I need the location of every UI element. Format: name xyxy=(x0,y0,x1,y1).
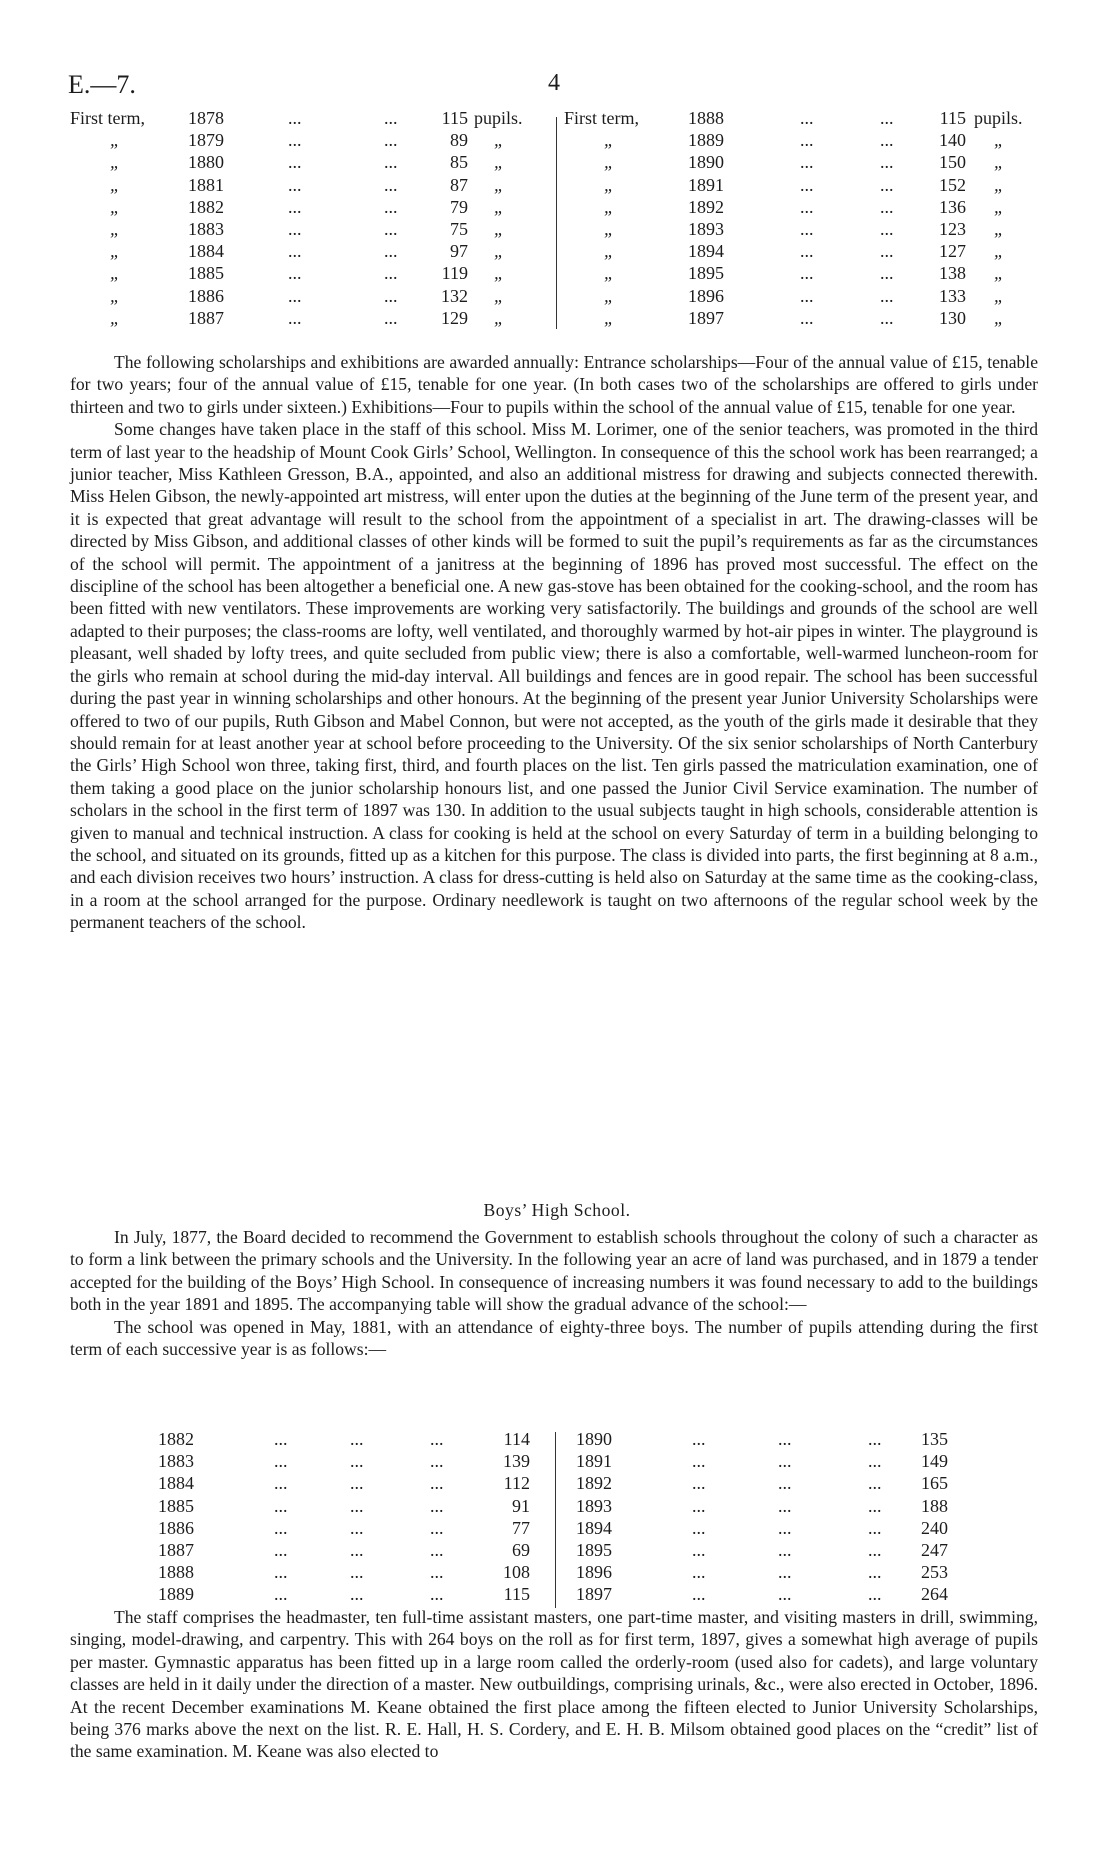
count-cell: 149 xyxy=(921,1451,948,1472)
leader-dots: ... xyxy=(288,174,302,195)
leader-dots: ... xyxy=(692,1451,706,1472)
leader-dots: ... xyxy=(384,196,398,217)
leader-dots: ... xyxy=(692,1429,706,1449)
leader-dots: ... xyxy=(350,1473,364,1494)
leader-dots: ... xyxy=(692,1539,706,1560)
count-cell: 133 xyxy=(939,285,966,306)
year-cell: 1890 xyxy=(688,152,724,173)
term-label: „ xyxy=(604,285,615,306)
leader-dots: ... xyxy=(868,1562,882,1583)
unit-label: pupils. xyxy=(974,108,1023,128)
leader-dots: ... xyxy=(288,108,302,128)
leader-dots: ... xyxy=(288,307,302,328)
count-cell: 138 xyxy=(939,263,966,284)
leader-dots: ... xyxy=(778,1584,792,1605)
count-cell: 114 xyxy=(503,1429,530,1449)
leader-dots: ... xyxy=(880,307,894,328)
table-row xyxy=(0,262,1114,284)
unit-label: „ xyxy=(994,241,1005,262)
year-cell: 1883 xyxy=(158,1451,194,1472)
year-cell: 1897 xyxy=(688,307,724,328)
table-row xyxy=(0,1472,1114,1494)
leader-dots: ... xyxy=(288,130,302,151)
leader-dots: ... xyxy=(868,1429,882,1449)
leader-dots: ... xyxy=(692,1584,706,1605)
year-cell: 1896 xyxy=(576,1562,612,1583)
count-cell: 77 xyxy=(512,1517,530,1538)
unit-label: „ xyxy=(994,174,1005,195)
leader-dots: ... xyxy=(778,1495,792,1516)
unit-label: „ xyxy=(994,196,1005,217)
term-label: „ xyxy=(604,218,615,239)
count-cell: 85 xyxy=(450,152,468,173)
unit-label: „ xyxy=(994,307,1005,328)
table-row xyxy=(0,307,1114,329)
leader-dots: ... xyxy=(880,285,894,306)
leader-dots: ... xyxy=(800,130,814,151)
year-cell: 1882 xyxy=(188,196,224,217)
year-cell: 1889 xyxy=(158,1584,194,1605)
leader-dots: ... xyxy=(800,196,814,217)
leader-dots: ... xyxy=(274,1539,288,1560)
term-label: „ xyxy=(110,152,121,173)
count-cell: 129 xyxy=(441,307,468,328)
unit-label: „ xyxy=(494,241,505,262)
count-cell: 108 xyxy=(503,1562,530,1583)
unit-label: „ xyxy=(494,196,505,217)
year-cell: 1881 xyxy=(188,174,224,195)
leader-dots: ... xyxy=(880,152,894,173)
year-cell: 1886 xyxy=(188,285,224,306)
leader-dots: ... xyxy=(288,152,302,173)
count-cell: 247 xyxy=(921,1539,948,1560)
term-label: „ xyxy=(110,285,121,306)
year-cell: 1895 xyxy=(576,1539,612,1560)
table-row xyxy=(0,218,1114,240)
unit-label: „ xyxy=(994,130,1005,151)
leader-dots: ... xyxy=(350,1495,364,1516)
leader-dots: ... xyxy=(880,130,894,151)
count-cell: 69 xyxy=(512,1539,530,1560)
leader-dots: ... xyxy=(692,1495,706,1516)
leader-dots: ... xyxy=(274,1451,288,1472)
count-cell: 152 xyxy=(939,174,966,195)
leader-dots: ... xyxy=(778,1429,792,1449)
history-paragraph: In July, 1877, the Board decided to recommend the Government to establish schools throughout the colony of such a character as to form a link between the primary schools and the University. In the following year an acre of land was purchased, and in 1879 a tender accepted for the building of the Boys’ High School. In consequence of increasing numbers it was found necessary to add to the buildings both in the year 1891 and 1895. The accompanying table will show the gradual advance of the school:— xyxy=(70,1227,1038,1315)
leader-dots: ... xyxy=(778,1451,792,1472)
leader-dots: ... xyxy=(778,1562,792,1583)
leader-dots: ... xyxy=(430,1562,444,1583)
table-row xyxy=(0,1561,1114,1583)
leader-dots: ... xyxy=(288,218,302,239)
count-cell: 115 xyxy=(441,108,468,128)
leader-dots: ... xyxy=(350,1429,364,1449)
leader-dots: ... xyxy=(430,1451,444,1472)
year-cell: 1892 xyxy=(576,1473,612,1494)
year-cell: 1889 xyxy=(688,130,724,151)
year-cell: 1893 xyxy=(576,1495,612,1516)
girls-attendance-table xyxy=(0,107,1114,329)
term-label: „ xyxy=(604,307,615,328)
table-row xyxy=(0,240,1114,262)
year-cell: 1887 xyxy=(188,307,224,328)
year-cell: 1884 xyxy=(158,1473,194,1494)
leader-dots: ... xyxy=(350,1517,364,1538)
leader-dots: ... xyxy=(430,1517,444,1538)
count-cell: 123 xyxy=(939,218,966,239)
leader-dots: ... xyxy=(384,152,398,173)
count-cell: 91 xyxy=(512,1495,530,1516)
boys-intro-text xyxy=(70,1226,1038,1360)
leader-dots: ... xyxy=(384,218,398,239)
leader-dots: ... xyxy=(800,263,814,284)
term-label: „ xyxy=(604,130,615,151)
count-cell: 87 xyxy=(450,174,468,195)
leader-dots: ... xyxy=(288,196,302,217)
table-row xyxy=(0,1428,1114,1450)
count-cell: 127 xyxy=(939,241,966,262)
leader-dots: ... xyxy=(778,1473,792,1494)
leader-dots: ... xyxy=(800,241,814,262)
leader-dots: ... xyxy=(880,174,894,195)
leader-dots: ... xyxy=(350,1451,364,1472)
term-label: „ xyxy=(110,218,121,239)
table-row xyxy=(0,174,1114,196)
leader-dots: ... xyxy=(800,285,814,306)
count-cell: 75 xyxy=(450,218,468,239)
leader-dots: ... xyxy=(868,1495,882,1516)
count-cell: 115 xyxy=(503,1584,530,1605)
count-cell: 139 xyxy=(503,1451,530,1472)
section-heading: Boys’ High School. xyxy=(483,1200,631,1220)
leader-dots: ... xyxy=(274,1429,288,1449)
leader-dots: ... xyxy=(800,307,814,328)
leader-dots: ... xyxy=(384,307,398,328)
count-cell: 89 xyxy=(450,130,468,151)
leader-dots: ... xyxy=(274,1517,288,1538)
page-number: 4 xyxy=(548,70,560,96)
leader-dots: ... xyxy=(384,241,398,262)
year-cell: 1884 xyxy=(188,241,224,262)
table-row xyxy=(0,1539,1114,1561)
table-row xyxy=(0,151,1114,173)
leader-dots: ... xyxy=(800,152,814,173)
unit-label: „ xyxy=(494,285,505,306)
leader-dots: ... xyxy=(274,1495,288,1516)
count-cell: 165 xyxy=(921,1473,948,1494)
year-cell: 1879 xyxy=(188,130,224,151)
term-label: „ xyxy=(110,263,121,284)
table-row xyxy=(0,1517,1114,1539)
leader-dots: ... xyxy=(430,1584,444,1605)
term-label: First term, xyxy=(564,108,639,128)
boys-attendance-table xyxy=(0,1428,1114,1606)
count-cell: 119 xyxy=(441,263,468,284)
year-cell: 1891 xyxy=(576,1451,612,1472)
unit-label: „ xyxy=(494,307,505,328)
count-cell: 253 xyxy=(921,1562,948,1583)
series-code: E.—7. xyxy=(68,70,136,99)
unit-label: „ xyxy=(494,218,505,239)
term-label: „ xyxy=(110,307,121,328)
leader-dots: ... xyxy=(880,263,894,284)
leader-dots: ... xyxy=(430,1539,444,1560)
year-cell: 1888 xyxy=(158,1562,194,1583)
count-cell: 130 xyxy=(939,307,966,328)
leader-dots: ... xyxy=(288,285,302,306)
table-row xyxy=(0,196,1114,218)
leader-dots: ... xyxy=(692,1473,706,1494)
term-label: „ xyxy=(110,241,121,262)
unit-label: „ xyxy=(494,174,505,195)
table-row xyxy=(0,107,1114,129)
count-cell: 240 xyxy=(921,1517,948,1538)
leader-dots: ... xyxy=(868,1473,882,1494)
count-cell: 188 xyxy=(921,1495,948,1516)
staff-changes-paragraph: Some changes have taken place in the staff of this school. Miss M. Lorimer, one of the senior teachers, was promoted in the third term of last year to the headship of Mount Cook Girls’ School, Wellington. In consequence of this the school work has been rearranged; a junior teacher, Miss Kathleen Gresson, B.A., appointed, and also an additional mistress for drawing and subjects connected therewith. Miss Helen Gibson, the newly-appointed art mistress, will enter upon the duties at the beginning of the June term of the present year, and it is expected that great advantage will result to the school from the appointment of a specialist in art. The drawing-classes will be directed by Miss Gibson, and additional classes of other kinds will be formed to suit the pupil’s requirements as far as the circumstances of the school will permit. The appointment of a janitress at the beginning of 1896 has proved most successful. The effect on the discipline of the school has been altogether a beneficial one. A new gas-stove has been obtained for the cooking-school, and the room has been fitted with new ventilators. These improvements are working very satisfactorily. The buildings and grounds of the school are well adapted to their purposes; the class-rooms are lofty, well ventilated, and thoroughly warmed by hot-air pipes in winter. The playground is pleasant, well shaded by lofty trees, and quite secluded from public view; there is also a comfortable, well-warmed luncheon-room for the girls who remain at school during the mid-day interval. All buildings and fences are in good repair. The school has been successful during the past year in winning scholarships and other honours. At the beginning of the present year Junior University Scholarships were offered to two of our pupils, Ruth Gibson and Mabel Connon, but were not accepted, as the youth of the girls made it desirable that they should remain for at least another year at school before proceeding to the University. Of the six senior scholarships of North Canterbury the Girls’ High School won three, taking first, third, and fourth places on the list. Ten girls passed the matriculation examination, one of them taking a good place on the junior scholarship honours list, and one passed the Junior Civil Service examination. The number of scholars in the school in the first term of 1897 was 130. In addition to the usual subjects taught in high schools, considerable attention is given to manual and technical instruction. A class for cooking is held at the school on every Saturday of term in a building belonging to the school, and situated on its grounds, fitted up as a kitchen for this purpose. The class is divided into parts, the first beginning at 8 a.m., and each division receives two hours’ instruction. A class for dress-cutting is held also on Saturday at the same time as the cooking-class, in a room at the school arranged for the purpose. Ordinary needlework is taught on two afternoons of the regular school week by the permanent teachers of the school. xyxy=(70,419,1038,933)
year-cell: 1893 xyxy=(688,218,724,239)
count-cell: 132 xyxy=(441,285,468,306)
year-cell: 1890 xyxy=(576,1429,612,1449)
leader-dots: ... xyxy=(350,1539,364,1560)
attendance-intro-paragraph: The school was opened in May, 1881, with an attendance of eighty-three boys. The number of pupils attending during the first term of each successive year is as follows:— xyxy=(70,1316,1038,1360)
count-cell: 115 xyxy=(939,108,966,128)
year-cell: 1887 xyxy=(158,1539,194,1560)
count-cell: 140 xyxy=(939,130,966,151)
year-cell: 1885 xyxy=(158,1495,194,1516)
unit-label: „ xyxy=(994,152,1005,173)
unit-label: „ xyxy=(994,285,1005,306)
leader-dots: ... xyxy=(778,1517,792,1538)
leader-dots: ... xyxy=(384,285,398,306)
leader-dots: ... xyxy=(800,218,814,239)
leader-dots: ... xyxy=(868,1517,882,1538)
year-cell: 1882 xyxy=(158,1429,194,1449)
leader-dots: ... xyxy=(880,241,894,262)
unit-label: „ xyxy=(994,218,1005,239)
term-label: „ xyxy=(110,174,121,195)
leader-dots: ... xyxy=(800,108,814,128)
leader-dots: ... xyxy=(800,174,814,195)
leader-dots: ... xyxy=(692,1517,706,1538)
leader-dots: ... xyxy=(778,1539,792,1560)
leader-dots: ... xyxy=(880,218,894,239)
unit-label: „ xyxy=(494,152,505,173)
table-row xyxy=(0,1583,1114,1605)
count-cell: 150 xyxy=(939,152,966,173)
leader-dots: ... xyxy=(274,1562,288,1583)
leader-dots: ... xyxy=(350,1562,364,1583)
leader-dots: ... xyxy=(868,1451,882,1472)
year-cell: 1894 xyxy=(688,241,724,262)
term-label: „ xyxy=(604,174,615,195)
count-cell: 112 xyxy=(503,1473,530,1494)
count-cell: 264 xyxy=(921,1584,948,1605)
year-cell: 1891 xyxy=(688,174,724,195)
boys-staff-text xyxy=(70,1606,1038,1763)
count-cell: 135 xyxy=(921,1429,948,1449)
leader-dots: ... xyxy=(384,174,398,195)
leader-dots: ... xyxy=(384,263,398,284)
leader-dots: ... xyxy=(430,1473,444,1494)
leader-dots: ... xyxy=(384,130,398,151)
term-label: „ xyxy=(110,130,121,151)
leader-dots: ... xyxy=(274,1584,288,1605)
unit-label: „ xyxy=(994,263,1005,284)
leader-dots: ... xyxy=(350,1584,364,1605)
boys-table-rows xyxy=(0,1428,1114,1606)
leader-dots: ... xyxy=(868,1584,882,1605)
year-cell: 1883 xyxy=(188,218,224,239)
leader-dots: ... xyxy=(868,1539,882,1560)
year-cell: 1880 xyxy=(188,152,224,173)
table-row xyxy=(0,1450,1114,1472)
year-cell: 1896 xyxy=(688,285,724,306)
term-label: „ xyxy=(604,263,615,284)
leader-dots: ... xyxy=(274,1473,288,1494)
table-row xyxy=(0,1495,1114,1517)
leader-dots: ... xyxy=(430,1429,444,1449)
term-label: „ xyxy=(604,152,615,173)
year-cell: 1895 xyxy=(688,263,724,284)
leader-dots: ... xyxy=(880,196,894,217)
term-label: „ xyxy=(604,241,615,262)
count-cell: 79 xyxy=(450,196,468,217)
leader-dots: ... xyxy=(430,1495,444,1516)
term-label: First term, xyxy=(70,108,145,128)
leader-dots: ... xyxy=(288,263,302,284)
girls-school-text xyxy=(70,351,1038,934)
leader-dots: ... xyxy=(880,108,894,128)
year-cell: 1897 xyxy=(576,1584,612,1605)
year-cell: 1894 xyxy=(576,1517,612,1538)
year-cell: 1878 xyxy=(188,108,224,128)
count-cell: 97 xyxy=(450,241,468,262)
table-row xyxy=(0,129,1114,151)
leader-dots: ... xyxy=(384,108,398,128)
unit-label: „ xyxy=(494,130,505,151)
year-cell: 1892 xyxy=(688,196,724,217)
unit-label: „ xyxy=(494,263,505,284)
term-label: „ xyxy=(604,196,615,217)
year-cell: 1886 xyxy=(158,1517,194,1538)
table-row xyxy=(0,285,1114,307)
girls-table-rows xyxy=(0,107,1114,329)
year-cell: 1885 xyxy=(188,263,224,284)
scholarships-paragraph: The following scholarships and exhibitions are awarded annually: Entrance scholarships—Four of the annual value of £15, tenable for two years; four of the annual value of £15, tenable for one year. (In both cases two of the scholarships are offered to girls under thirteen and two to girls under sixteen.) Exhibitions—Four to pupils within the school of the annual value of £15, tenable for one year. xyxy=(70,352,1038,417)
staff-paragraph: The staff comprises the headmaster, ten full-time assistant masters, one part-time master, and visiting masters in drill, swimming, singing, model-drawing, and carpentry. This with 264 boys on the roll as for first term, 1897, gives a somewhat high average of pupils per master. Gymnastic apparatus has been fitted up in a large room called the orderly-room (used also for cadets), and large voluntary classes are held in it daily under the direction of a master. New outbuildings, comprising urinals, &c., were also erected in October, 1896. At the recent December examinations M. Keane obtained the first place among the fifteen elected to Junior University Scholarships, being 376 marks above the next on the list. R. E. Hall, H. S. Cordery, and E. H. B. Milsom obtained good places on the “credit” list of the same examination. M. Keane was also elected to xyxy=(70,1607,1038,1762)
count-cell: 136 xyxy=(939,196,966,217)
unit-label: pupils. xyxy=(474,108,523,128)
leader-dots: ... xyxy=(288,241,302,262)
term-label: „ xyxy=(110,196,121,217)
leader-dots: ... xyxy=(692,1562,706,1583)
year-cell: 1888 xyxy=(688,108,724,128)
